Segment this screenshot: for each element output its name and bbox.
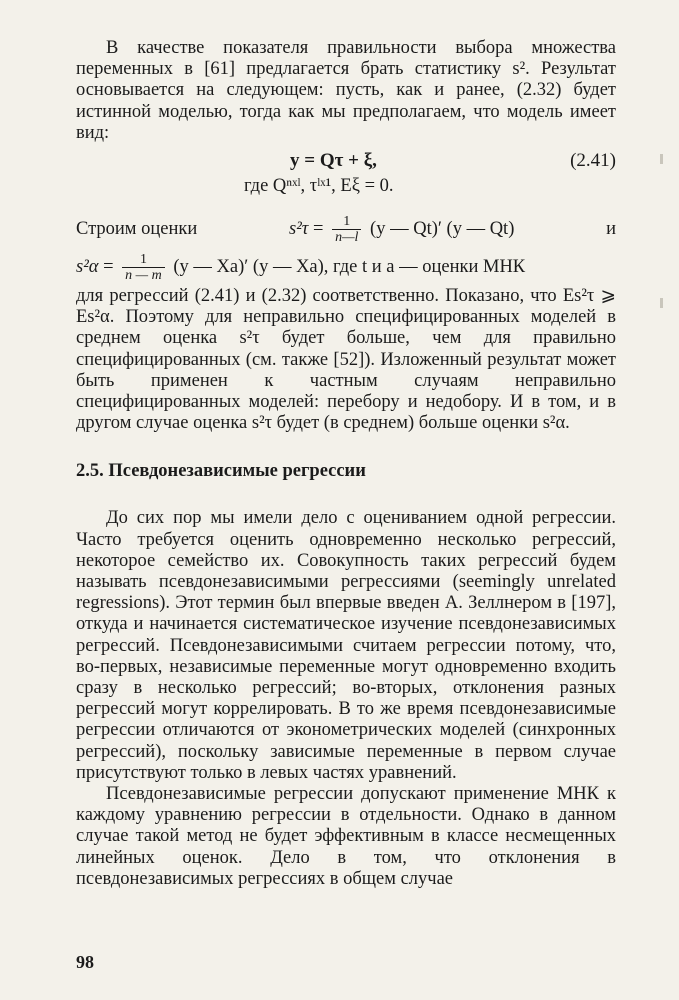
- equation-number: (2.41): [570, 150, 616, 172]
- paragraph-intro: В качестве показателя правильности выбора множества переменных в [61] предлагается брать статистику s². Результат основывается на следующем: пусть, как и ранее, (2.32) будет истинной моделью, тогда как мы предполагаем, что модель имеет вид:: [76, 38, 616, 143]
- equation-expression: y = Qτ + ξ,: [290, 150, 377, 172]
- estimate-line-tau: [76, 210, 616, 248]
- estimate-line-alpha: [76, 248, 616, 286]
- fraction-tau: [332, 214, 361, 245]
- paragraph-seemingly-unrelated: До сих пор мы имели дело с оцениванием одной регрессии. Часто требуется оценить одновременно несколько регрессий, некоторое семейство их. Совокупность таких регрессий будем называть псевдонезависимыми регрессиями (seemingly unrelated regressions). Этот термин был впервые введен А. Зеллнером в [197], откуда и начинается систематическое изучение псевдонезависимых регрессий. Псевдонезависимыми считаем регрессии потому, что, во-первых, независимые переменные могут одновременно входить сразу в несколько регрессий; во-вторых, отклонения разных регрессий могут коррелировать. В то же время псевдонезависимые регрессии отличаются от эконометрических моделей (синхронных регрессий), поскольку зависимые переменные в первом случае присутствуют только в левых частях уравнений.: [76, 508, 616, 783]
- fraction-denominator: n — m: [125, 268, 162, 284]
- equals-sign: =: [103, 257, 114, 278]
- page-number: 98: [76, 952, 94, 972]
- paragraph-ols: Псевдонезависимые регрессии допускают применение МНК к каждому уравнению регрессии в отдельности. Однако в данном случае такой метод не будет эффективным в классе несмещенных линейных оценок. Дело в том, что отклонения в псевдонезависимых регрессиях в общем случае: [76, 784, 616, 889]
- estimate-intro: Строим оценки: [76, 219, 198, 240]
- fraction-numerator: 1: [122, 252, 165, 268]
- equation-2-41: [76, 150, 616, 176]
- s-tau-symbol: s²τ: [289, 219, 309, 240]
- page-body: [76, 38, 616, 890]
- s-alpha-symbol: s²α: [76, 257, 99, 278]
- section-heading: 2.5. Псевдонезависимые регрессии: [76, 461, 366, 482]
- fraction-numerator: 1: [332, 214, 361, 230]
- conjunction: и: [606, 219, 616, 240]
- residual-expression-alpha: (y — Xa)′ (y — Xa), где t и a — оценки МНК: [173, 257, 526, 278]
- fraction-denominator: n—l: [335, 230, 359, 246]
- margin-mark: [660, 298, 663, 308]
- fraction-alpha: [122, 252, 165, 283]
- equals-sign: =: [313, 219, 324, 240]
- estimate-formula-tau: [289, 210, 514, 248]
- residual-expression-tau: (y — Qt)′ (y — Qt): [370, 219, 515, 240]
- paragraph-result: для регрессий (2.41) и (2.32) соответственно. Показано, что Es²τ ⩾ Es²α. Поэтому для неправильно специфицированных моделей в среднем оценка s²τ будет больше, чем для правильно специфицированных (см. также [52]). Изложенный результат может быть применен к частным случаям неправильно специфицированных моделей: перебору и недобору. И в том, и в другом случае оценка s²τ будет (в среднем) больше оценки s²α.: [76, 286, 616, 434]
- margin-mark: [660, 154, 663, 164]
- equation-where-clause: где Qⁿˣˡ, τˡˣ¹, Eξ = 0.: [244, 176, 394, 197]
